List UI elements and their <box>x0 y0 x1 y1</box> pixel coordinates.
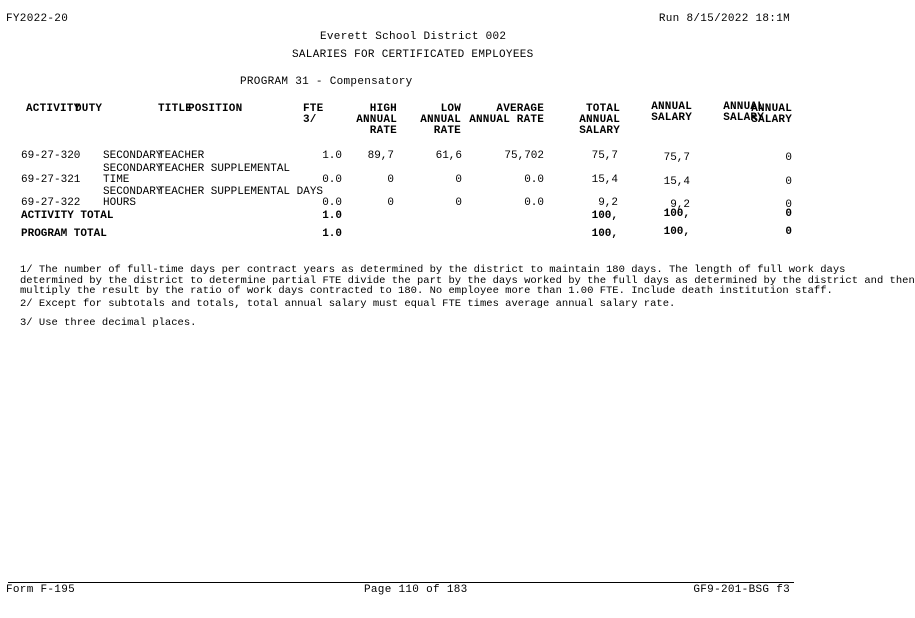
activity-total-salary-3: 0 <box>785 208 792 220</box>
footer-page: Page 110 of 183 <box>364 584 468 596</box>
col-total-annual-salary: TOTAL ANNUAL SALARY <box>579 103 620 137</box>
col-activity: ACTIVITY <box>26 103 81 115</box>
row-2-high: 0 <box>387 174 394 186</box>
activity-total-fte: 1.0 <box>322 210 342 222</box>
row-3-avg: 0.0 <box>524 197 544 209</box>
col-duty: DUTY <box>75 103 103 115</box>
footer-code: GF9-201-BSG f3 <box>693 584 790 596</box>
row-2-title: SECONDARY TIME <box>103 163 163 186</box>
row-3-salary-1: 9,2 <box>670 199 690 211</box>
col-average-annual-rate: AVERAGE ANNUAL RATE <box>469 103 544 126</box>
row-3-high: 0 <box>387 197 394 209</box>
activity-total-salary-1: 100, <box>663 208 690 220</box>
row-1-salary-3: 0 <box>785 152 792 164</box>
row-2-total: 15,4 <box>591 174 618 186</box>
col-low-annual-rate: LOW ANNUAL RATE <box>420 103 461 137</box>
program-total-salary-1: 100, <box>663 226 690 238</box>
program-line: PROGRAM 31 - Compensatory <box>240 76 413 88</box>
row-3-code: 69-27-322 <box>21 197 81 209</box>
run-date: Run 8/15/2022 18:1M <box>658 13 790 25</box>
row-3-fte: 0.0 <box>322 197 342 209</box>
row-1-low: 61,6 <box>435 150 462 162</box>
row-1-avg: 75,702 <box>504 150 544 162</box>
row-2-code: 69-27-321 <box>21 174 81 186</box>
footer-rule <box>8 582 794 583</box>
report-title: SALARIES FOR CERTIFICATED EMPLOYEES <box>292 49 534 61</box>
program-total-salary: 100, <box>591 228 618 240</box>
row-2-low: 0 <box>455 174 462 186</box>
row-1-total: 75,7 <box>591 150 618 162</box>
row-3-salary-3: 0 <box>785 199 792 211</box>
footnote-1-line-1: 1/ The number of full-time days per contract years as determined by the district to maintain 180 days. The length of full work days <box>20 264 846 276</box>
row-2-fte: 0.0 <box>322 174 342 186</box>
program-total-label: PROGRAM TOTAL <box>21 228 107 240</box>
activity-total-salary: 100, <box>591 210 618 222</box>
col-annual-salary-2: ANNUAL SALARY <box>723 101 764 124</box>
footnote-1-line-3: multiply the result by the ratio of work days contracted to 180. No employee more than 1.00 FTE. Include death institution staff. <box>20 285 833 297</box>
col-annual-salary-1: ANNUAL SALARY <box>651 101 692 124</box>
row-2-avg: 0.0 <box>524 174 544 186</box>
row-1-position: TEACHER <box>158 150 205 162</box>
row-3-title: SECONDARY HOURS <box>103 186 163 209</box>
footnote-1-line-2: determined by the district to determine partial FTE divide the part by the days worked by the full days as determined by the district and then <box>20 275 915 287</box>
col-annual-salary-3: ANNUAL SALARY <box>751 103 792 126</box>
fiscal-year: FY2022-20 <box>6 13 69 25</box>
program-total-fte: 1.0 <box>322 228 342 240</box>
row-1-code: 69-27-320 <box>21 150 81 162</box>
col-position: POSITION <box>188 103 243 115</box>
activity-total-label: ACTIVITY TOTAL <box>21 210 114 222</box>
footnote-3: 3/ Use three decimal places. <box>20 317 197 329</box>
program-total-salary-3: 0 <box>785 226 792 238</box>
district-name: Everett School District 002 <box>320 31 507 43</box>
col-fte: FTE 3/ <box>303 103 324 126</box>
row-3-position: TEACHER SUPPLEMENTAL DAYS <box>158 186 324 198</box>
row-3-total: 9,2 <box>598 197 618 209</box>
row-1-high: 89,7 <box>367 150 394 162</box>
footnote-2: 2/ Except for subtotals and totals, total annual salary must equal FTE times average annual salary rate. <box>20 298 676 310</box>
col-high-annual-rate: HIGH ANNUAL RATE <box>356 103 397 137</box>
row-2-salary-1: 15,4 <box>663 176 690 188</box>
row-1-title: SECONDARY <box>103 150 163 162</box>
footer-form: Form F-195 <box>6 584 76 596</box>
row-3-low: 0 <box>455 197 462 209</box>
row-2-position: TEACHER SUPPLEMENTAL <box>158 163 291 175</box>
row-1-fte: 1.0 <box>322 150 342 162</box>
col-title: TITLE <box>158 103 193 115</box>
row-1-salary-1: 75,7 <box>663 152 690 164</box>
row-2-salary-3: 0 <box>785 176 792 188</box>
